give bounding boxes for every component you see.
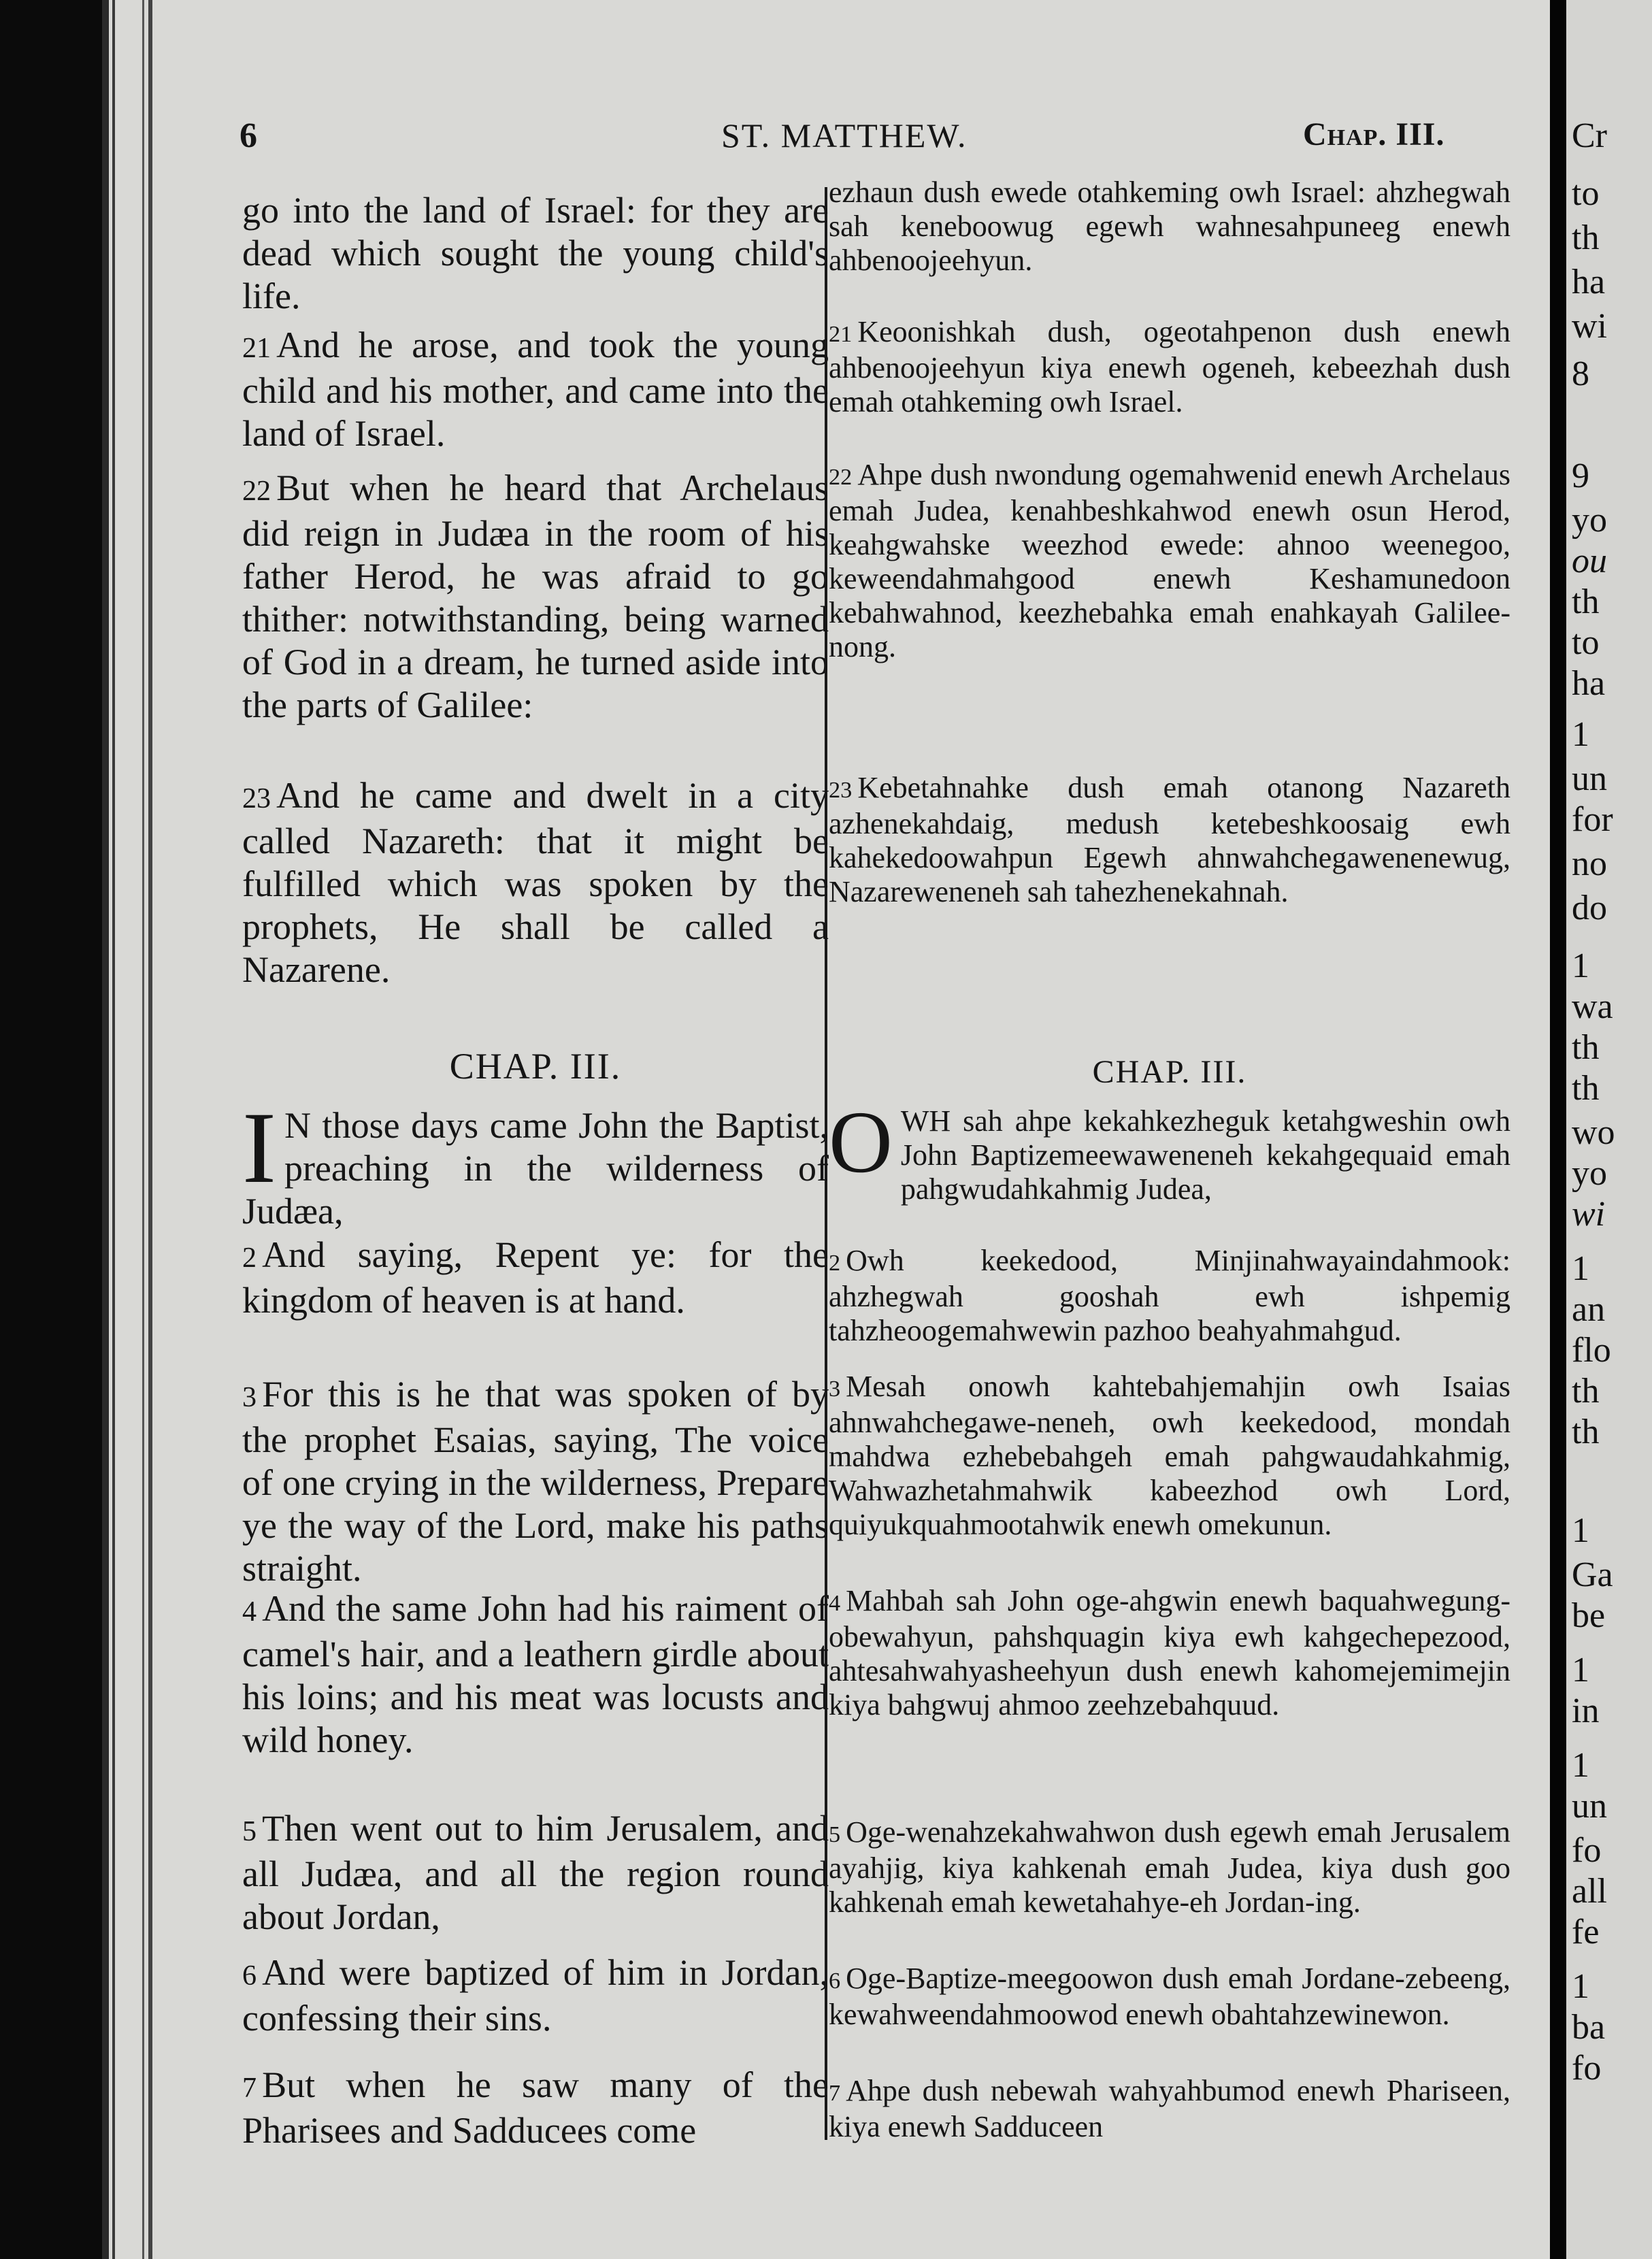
verse-text: Then went out to him Jerusalem, and all Judæa, and all the region round about Jordan, (242, 1808, 829, 1937)
verse-number: 22 (829, 464, 853, 490)
facing-page-fragment: yo (1572, 1154, 1607, 1193)
page-edge (112, 0, 144, 2259)
facing-page-fragment: 1 (1572, 715, 1589, 754)
verse-number: 4 (829, 1590, 841, 1616)
page-header (0, 116, 1652, 170)
facing-page-fragment: wo (1572, 1113, 1615, 1152)
verse-number: 7 (829, 2080, 841, 2106)
verse-number: 3 (242, 1381, 257, 1413)
verse-text: Oge-Baptize-meegoowon dush emah Jordane-zebeeng, kewahweendahmoowod enewh obahtahzewinewon. (829, 1962, 1510, 2031)
chapter-title: CHAP. III. (449, 1046, 622, 1087)
verse-text: ezhaun dush ewede otahkeming owh Israel: ahzhegwah sah keneboowug egewh wahnesahpuneeg enewh ahbenoojeehyun. (829, 176, 1510, 277)
facing-page-fragment: 1 (1572, 1511, 1589, 1550)
verse-20-continued (242, 189, 829, 318)
facing-page-fragment: wi (1572, 1195, 1606, 1234)
verse-text: go into the land of Israel: for they are dead which sought the young child's life. (242, 190, 829, 316)
facing-page-fragment: ba (1572, 2008, 1606, 2047)
verse-number: 6 (829, 1968, 841, 1994)
facing-page-fragment: 1 (1572, 1651, 1589, 1689)
verse-number: 21 (829, 321, 853, 347)
facing-page-fragment: un (1572, 1787, 1607, 1826)
facing-page-fragment: wa (1572, 987, 1613, 1026)
facing-page-fragment: fo (1572, 1831, 1602, 1870)
verse-text: Keoonishkah dush, ogeotahpenon dush enewh ahbenoojeehyun kiya enewh ogeneh, kebeezhah dush emah otahkeming owh Israel. (829, 315, 1510, 418)
verse-23 (829, 771, 1510, 909)
facing-page-fragment: do (1572, 889, 1607, 927)
verse-text: And he arose, and took the young child and his mother, and came into the land of Israel. (242, 325, 829, 454)
verse-23 (242, 774, 829, 991)
verse-22 (242, 467, 829, 727)
verse-text: And saying, Repent ye: for the kingdom of heaven is at hand. (242, 1234, 829, 1321)
facing-page-fragment: un (1572, 759, 1607, 798)
facing-page-fragment: 9 (1572, 457, 1589, 495)
facing-page-fragment: wi (1572, 307, 1607, 346)
drop-cap: O (829, 1093, 893, 1191)
facing-page-fragment: th (1572, 1028, 1600, 1067)
verse-2 (242, 1234, 829, 1322)
page-edge-line (148, 0, 152, 2259)
verse-3 (242, 1373, 829, 1590)
facing-page-fragment: 1 (1572, 1746, 1589, 1785)
facing-page-fragment: ha (1572, 263, 1606, 301)
facing-page-fragment: Cr (1572, 116, 1607, 155)
verse-number: 5 (829, 1821, 841, 1847)
facing-page-fragment: th (1572, 1413, 1600, 1451)
verse-1 (242, 1091, 829, 1233)
verse-text: Mahbah sah John oge-ahgwin enewh baquahwegung-obewahyun, pahshquagin kiya ewh kahgechepezood, ahtesahwahyasheehyun dush enewh kahomejemimejin kiya bahgwuj ahmoo zeehzebahquud. (829, 1584, 1510, 1721)
verse-text: N those days came John the Baptist, preaching in the wilderness of Judæa, (242, 1105, 829, 1232)
facing-page-fragment: in (1572, 1692, 1600, 1730)
facing-page-fragment: 1 (1572, 1249, 1589, 1288)
running-title: ST. MATTHEW. (721, 116, 968, 154)
facing-page-fragment: all (1572, 1872, 1607, 1911)
verse-7 (242, 2064, 829, 2152)
verse-number: 4 (242, 1596, 257, 1628)
facing-page-fragment: flo (1572, 1331, 1611, 1370)
verse-1 (829, 1093, 1510, 1206)
verse-text: But when he heard that Archelaus did reign in Judæa in the room of his father Herod, he was afraid to go thither: notwithstanding, being warned of God in a dream, he turned aside into the parts of Galilee: (242, 467, 829, 725)
facing-page-fragment: for (1572, 800, 1613, 839)
verse-text: Oge-wenahzekahwahwon dush egewh emah Jerusalem ayahjig, kiya kahkenah emah Judea, kiya dush goo kahkenah emah kewetahahye-eh Jordan-ing. (829, 1815, 1510, 1919)
verse-text: But when he saw many of the Pharisees and Sadducees come (242, 2064, 829, 2151)
facing-page-fragment: ha (1572, 664, 1606, 703)
facing-page-fragment: 1 (1572, 1967, 1589, 2006)
facing-page-fragment: an (1572, 1290, 1606, 1329)
facing-page-fragment: ou (1572, 542, 1607, 580)
verse-text: WH sah ahpe kekahkezheguk ketahgweshin owh John Baptizemeewaweneneh kekahgequaid emah pahgwudahkahmig Judea, (900, 1104, 1510, 1206)
verse-number: 7 (242, 2072, 257, 2104)
verse-number: 2 (829, 1250, 841, 1276)
verse-number: 21 (242, 332, 271, 364)
verse-number: 22 (242, 475, 271, 507)
page-number: 6 (239, 116, 257, 155)
verse-6 (242, 1951, 829, 2040)
chapter-heading: Chap. III. (1303, 116, 1445, 152)
verse-text: Owh keekedood, Minjinahwayaindahmook: ahzhegwah gooshah ewh ishpemig tahzheoogemahwewin pazhoo beahyahmahgud. (829, 1244, 1510, 1347)
verse-6 (829, 1962, 1510, 2032)
verse-text: Mesah onowh kahtebahjemahjin owh Isaias ahnwahchegawe-neneh, owh keekedood, mondah mahdwa ezhebebahgeh emah pahgwaudahkahmig, Wahwazhetahmahwik kabeezhod owh Lord, quiyukquahmootahwik enewh omekunun. (829, 1370, 1510, 1541)
verse-3 (829, 1370, 1510, 1542)
verse-text: Kebetahnahke dush emah otanong Nazareth azhenekahdaig, medush ketebeshkoosaig ewh kahekedoowahpun Egewh ahnwahchegawenenewug, Nazareweneneh sah tahezhenekahnah. (829, 771, 1510, 908)
facing-page-fragment: fe (1572, 1913, 1600, 1951)
book-gutter (1550, 0, 1566, 2259)
verse-2 (829, 1244, 1510, 1348)
facing-page (1566, 0, 1652, 2259)
facing-page-fragment: Ga (1572, 1555, 1613, 1594)
facing-page-fragment: 1 (1572, 946, 1589, 985)
facing-page-fragment: th (1572, 1069, 1600, 1108)
verse-text: For this is he that was spoken of by the prophet Esaias, saying, The voice of one crying in the wilderness, Prepare ye the way of the Lord, make his paths straight. (242, 1374, 829, 1589)
facing-page-fragment: th (1572, 218, 1600, 257)
facing-page-fragment: th (1572, 582, 1600, 621)
verse-5 (242, 1807, 829, 1939)
verse-7 (829, 2074, 1510, 2144)
verse-number: 2 (242, 1242, 257, 1274)
facing-page-fragment: fo (1572, 2049, 1602, 2088)
verse-4 (829, 1584, 1510, 1722)
facing-page-fragment: 8 (1572, 354, 1589, 393)
verse-21 (242, 324, 829, 455)
verse-number: 6 (242, 1960, 257, 1992)
facing-page-fragment: to (1572, 174, 1600, 213)
verse-22 (829, 458, 1510, 664)
facing-page-fragment: no (1572, 844, 1607, 883)
verse-number: 23 (242, 782, 271, 814)
chapter-title: CHAP. III. (1092, 1054, 1247, 1090)
verse-4 (242, 1587, 829, 1762)
verse-number: 3 (829, 1376, 841, 1402)
verse-text: And were baptized of him in Jordan, confessing their sins. (242, 1952, 829, 2039)
facing-page-fragment: be (1572, 1596, 1606, 1635)
verse-20-continued (829, 176, 1510, 278)
verse-number: 5 (242, 1815, 257, 1847)
facing-page-fragment: to (1572, 623, 1600, 662)
verse-21 (829, 315, 1510, 419)
verse-text: Ahpe dush nebewah wahyahbumod enewh Phariseen, kiya enewh Sadduceen (829, 2074, 1510, 2143)
facing-page-fragment: th (1572, 1372, 1600, 1411)
verse-text: And the same John had his raiment of camel's hair, and a leathern girdle about his loins; and his meat was locusts and wild honey. (242, 1588, 829, 1760)
facing-page-fragment: yo (1572, 501, 1607, 540)
verse-text: Ahpe dush nwondung ogemahwenid enewh Archelaus emah Judea, kenahbeshkahwod enewh osun Herod, keahgwahske weezhod ewede: ahnoo weenegoo, keweendahmahgood enewh Keshamunedoon kebahwahnod, keezhebahka emah enahkayah Galilee-nong. (829, 458, 1510, 663)
verse-text: And he came and dwelt in a city called Nazareth: that it might be fulfilled which was spoken by the prophets, He shall be called a Nazarene. (242, 775, 829, 990)
verse-number: 23 (829, 777, 853, 803)
drop-cap: I (242, 1091, 276, 1204)
verse-5 (829, 1815, 1510, 1919)
